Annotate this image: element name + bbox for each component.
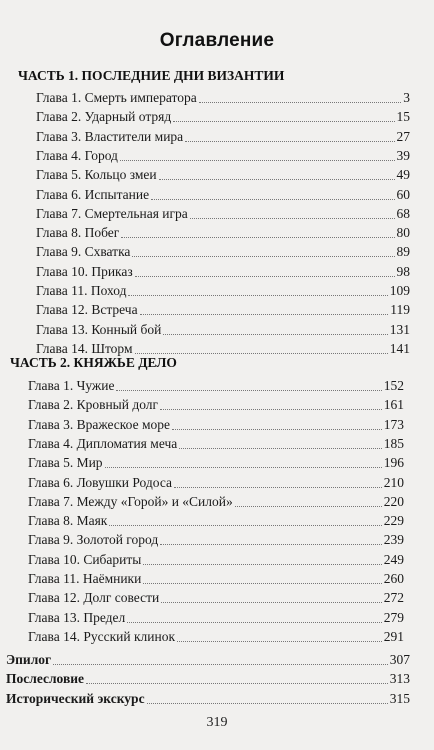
entry-title: Глава 1. Чужие (28, 378, 115, 393)
entry-title: Глава 2. Кровный долг (28, 397, 159, 413)
entry-title: Глава 4. Город (36, 147, 118, 163)
entry-page-number: 210 (383, 474, 404, 490)
toc-title: Оглавление (159, 30, 275, 51)
part-1-heading: ЧАСТЬ 1. ПОСЛЕДНИЕ ДНИ ВИЗАНТИИ (18, 68, 285, 83)
entry-page-number: 27 (396, 128, 410, 144)
back-matter-entry (6, 689, 410, 708)
dot-leader (121, 223, 394, 238)
toc-entry (28, 434, 404, 453)
entry-title: Глава 11. Поход (36, 283, 127, 298)
entry-page-number: 80 (396, 225, 410, 241)
dot-leader (120, 146, 395, 161)
entry-title: Глава 6. Ловушки Родоса (28, 474, 173, 490)
dot-leader (147, 689, 388, 704)
dot-leader (235, 492, 382, 507)
toc-entry (36, 300, 410, 319)
dot-leader (159, 165, 395, 180)
entry-page-number: 315 (389, 690, 410, 706)
toc-entry (28, 608, 404, 627)
entry-title: Глава 12. Встреча (36, 302, 138, 318)
back-matter-entry (6, 669, 410, 688)
dot-leader (86, 669, 388, 684)
dot-leader (190, 204, 395, 219)
dot-leader (199, 88, 402, 103)
page-number: 319 (206, 715, 228, 730)
dot-leader (116, 376, 381, 391)
entry-page-number: 220 (383, 493, 404, 509)
toc-entry (36, 204, 410, 223)
entry-title: Исторический экскурс (6, 690, 145, 706)
toc-entry (28, 453, 404, 472)
entry-title: Глава 12. Долг совести (28, 590, 160, 606)
dot-leader (143, 550, 381, 565)
toc-entry (36, 281, 410, 300)
entry-page-number: 98 (396, 263, 410, 279)
toc-entry (28, 627, 404, 646)
entry-page-number: 239 (383, 532, 404, 548)
entry-title: Глава 11. Наёмники (28, 571, 142, 586)
toc-entry (36, 242, 410, 261)
dot-leader (160, 530, 382, 545)
entry-page-number: 68 (396, 205, 410, 221)
toc-entry (28, 530, 404, 549)
dot-leader (140, 300, 389, 315)
toc-entry (28, 569, 404, 588)
entry-title: Глава 7. Между «Горой» и «Силой» (28, 493, 233, 509)
entry-title: Глава 1. Смерть императора (36, 90, 197, 105)
part-2-heading: ЧАСТЬ 2. КНЯЖЬЕ ДЕЛО (10, 355, 177, 370)
entry-title: Глава 9. Золотой город (28, 532, 159, 548)
entry-page-number: 313 (389, 671, 410, 687)
entry-title: Глава 13. Конный бой (36, 321, 162, 337)
toc-entry (36, 88, 410, 107)
dot-leader (163, 320, 387, 335)
dot-leader (127, 608, 382, 623)
entry-title: Глава 14. Шторм (36, 340, 133, 356)
entry-page-number: 173 (383, 416, 404, 432)
entry-page-number: 39 (396, 147, 410, 163)
entry-page-number: 291 (383, 628, 404, 644)
entry-page-number: 249 (383, 551, 404, 567)
toc-entry (36, 262, 410, 281)
entry-title: Глава 8. Маяк (28, 513, 108, 529)
entry-page-number: 119 (390, 302, 410, 318)
dot-leader (53, 650, 388, 665)
dot-leader (135, 262, 395, 277)
dot-leader (177, 627, 382, 642)
entry-page-number: 161 (383, 397, 404, 413)
toc-entry (28, 395, 404, 414)
toc-entry (28, 415, 404, 434)
dot-leader (109, 511, 381, 526)
entry-title: Глава 10. Сибариты (28, 551, 142, 567)
entry-title: Глава 3. Властители мира (36, 128, 184, 144)
dot-leader (151, 185, 394, 200)
dot-leader (173, 107, 394, 122)
entry-title: Глава 10. Приказ (36, 263, 133, 279)
dot-leader (161, 588, 382, 603)
toc-entry (28, 376, 404, 395)
dot-leader (172, 415, 382, 430)
dot-leader (105, 453, 382, 468)
dot-leader (160, 395, 382, 410)
dot-leader (179, 434, 381, 449)
dot-leader (174, 473, 382, 488)
toc-entry (28, 550, 404, 569)
toc-entry (36, 223, 410, 242)
entry-title: Глава 5. Мир (28, 455, 103, 471)
entry-title: Глава 4. Дипломатия меча (28, 435, 178, 451)
toc-entry (28, 511, 404, 530)
entry-page-number: 60 (396, 186, 410, 202)
entry-page-number: 307 (389, 652, 410, 667)
entry-title: Послесловие (6, 671, 85, 687)
entry-page-number: 279 (383, 609, 404, 625)
entry-title: Глава 3. Вражеское море (28, 416, 170, 432)
toc-entry (36, 127, 410, 146)
entry-title: Глава 2. Ударный отряд (36, 109, 172, 125)
entry-title: Глава 9. Схватка (36, 244, 131, 260)
dot-leader (135, 339, 388, 354)
toc-entry (28, 492, 404, 511)
toc-entry (36, 107, 410, 126)
entry-page-number: 89 (396, 244, 410, 260)
toc-entry (36, 146, 410, 165)
entry-page-number: 152 (383, 378, 404, 393)
entry-page-number: 109 (389, 283, 410, 298)
entry-page-number: 131 (389, 321, 410, 337)
entry-title: Глава 13. Предел (28, 609, 126, 625)
toc-entry (36, 185, 410, 204)
toc-entry (28, 473, 404, 492)
entry-page-number: 260 (383, 571, 404, 586)
dot-leader (132, 242, 394, 257)
entry-page-number: 185 (383, 435, 404, 451)
toc-entry (36, 320, 410, 339)
toc-entry (28, 588, 404, 607)
dot-leader (185, 127, 394, 142)
entry-page-number: 141 (389, 340, 410, 356)
entry-page-number: 196 (383, 455, 404, 471)
entry-title: Глава 8. Побег (36, 225, 120, 241)
dot-leader (128, 281, 387, 296)
entry-page-number: 3 (403, 90, 410, 105)
entry-page-number: 229 (383, 513, 404, 529)
entry-page-number: 49 (396, 167, 410, 183)
toc-entry (36, 165, 410, 184)
entry-page-number: 15 (396, 109, 410, 125)
entry-title: Глава 7. Смертельная игра (36, 205, 188, 221)
entry-title: Глава 5. Кольцо змеи (36, 167, 157, 183)
dot-leader (143, 569, 381, 584)
entry-page-number: 272 (383, 590, 404, 606)
entry-title: Глава 14. Русский клинок (28, 628, 176, 644)
entry-title: Глава 6. Испытание (36, 186, 150, 202)
entry-title: Эпилог (6, 652, 52, 667)
back-matter-entry (6, 650, 410, 669)
